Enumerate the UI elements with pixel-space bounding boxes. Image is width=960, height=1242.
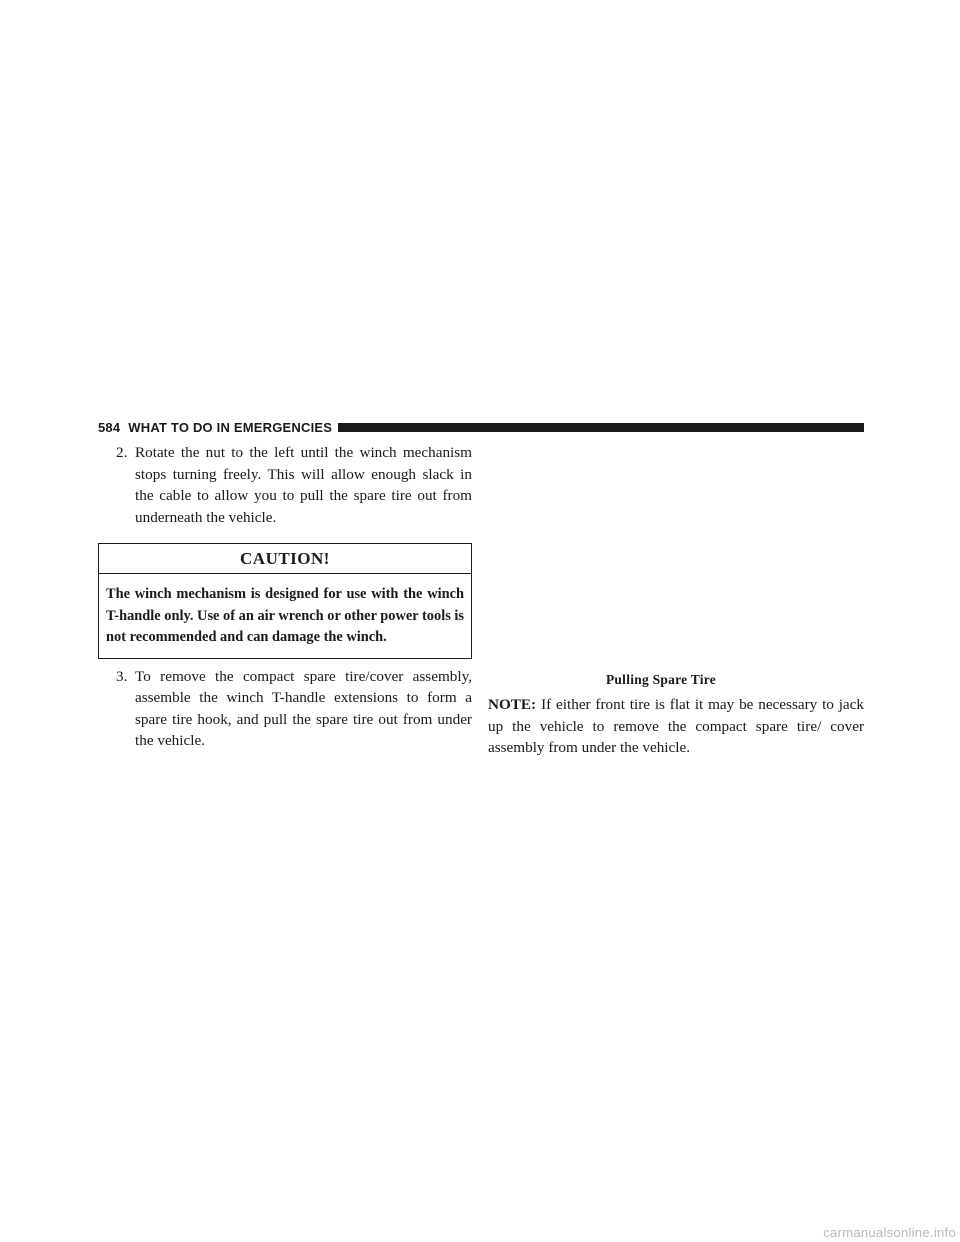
step-text: Rotate the nut to the left until the winch mechanism stops turning freely. This will allow enough slack in the cable to allow you to pull the spare tire out from underneath the vehicle. <box>135 444 472 526</box>
page-header <box>98 418 864 436</box>
figure-area <box>488 442 864 670</box>
note-label: NOTE: <box>488 696 537 713</box>
step-2 <box>98 442 472 528</box>
header-rule <box>338 423 864 432</box>
right-column <box>488 442 864 759</box>
caution-box <box>98 543 472 659</box>
page-number: 584 <box>98 419 121 435</box>
section-title: WHAT TO DO IN EMERGENCIES <box>128 419 333 435</box>
step-3 <box>98 666 472 752</box>
left-column <box>98 442 472 752</box>
caution-body: The winch mechanism is designed for use with the winch T-handle only. Use of an air wrench or other power tools is not recommended and can damage the winch. <box>106 586 464 645</box>
step-text: To remove the compact spare tire/cover assembly, assemble the winch T-handle extensions to form a spare tire hook, and pull the spare tire out from under the vehicle. <box>135 667 472 749</box>
note <box>488 694 864 759</box>
caution-title: CAUTION! <box>99 544 471 574</box>
step-number: 3. <box>116 667 128 685</box>
step-number: 2. <box>116 444 128 461</box>
watermark: carmanualsonline.info <box>823 1225 956 1240</box>
figure-caption: Pulling Spare Tire <box>605 672 717 687</box>
note-text: If either front tire is flat it may be necessary to jack up the vehicle to remove the compact spare tire/ cover assembly from under the vehicle. <box>488 696 864 756</box>
